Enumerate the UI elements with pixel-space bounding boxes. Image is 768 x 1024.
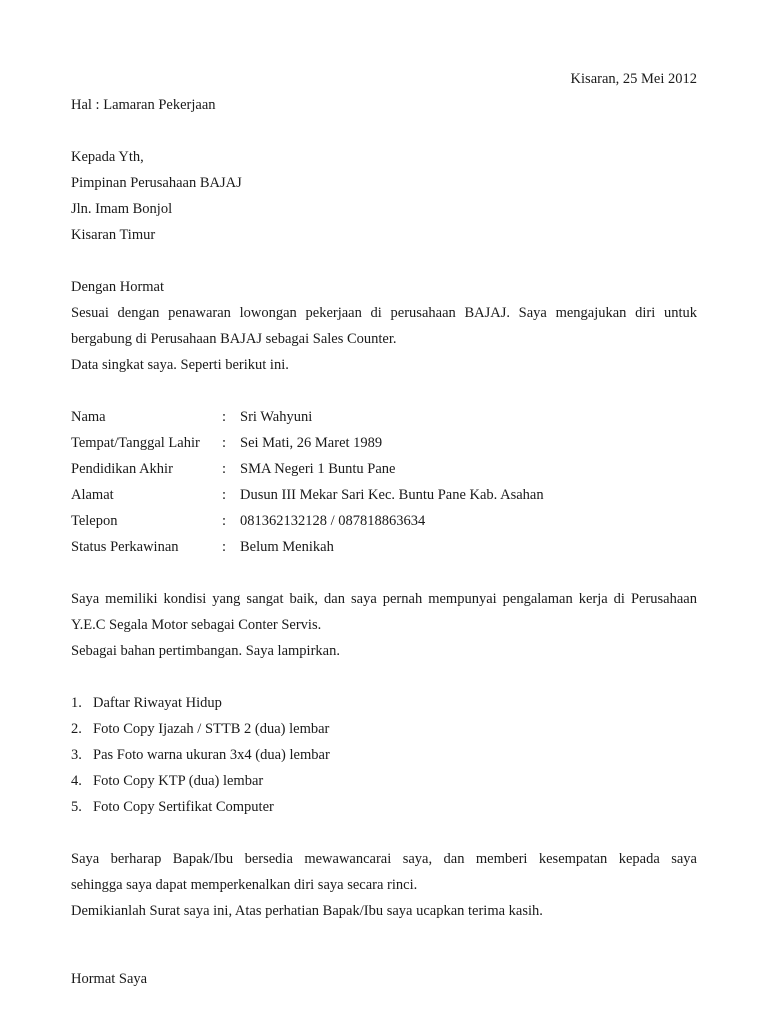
spacer bbox=[71, 950, 697, 966]
recipient-block bbox=[71, 144, 697, 248]
profile-row bbox=[71, 534, 697, 560]
profile-row bbox=[71, 456, 697, 482]
spacer bbox=[71, 664, 697, 690]
profile-row bbox=[71, 482, 697, 508]
attachment-text: Daftar Riwayat Hidup bbox=[93, 695, 222, 711]
attachment-item bbox=[71, 794, 697, 820]
profile-value: Sei Mati, 26 Maret 1989 bbox=[240, 435, 383, 451]
attachment-text: Foto Copy Ijazah / STTB 2 (dua) lembar bbox=[93, 721, 330, 737]
subject-line: Hal : Lamaran Pekerjaan bbox=[71, 97, 216, 113]
attachment-text: Foto Copy Sertifikat Computer bbox=[93, 799, 274, 815]
profile-separator: : bbox=[222, 435, 227, 451]
closing-paragraph-line: Saya berharap Bapak/Ibu bersedia mewawancarai saya, dan memberi kesempatan kepada saya bbox=[71, 851, 697, 867]
attachment-number: 2. bbox=[71, 721, 82, 737]
spacer bbox=[71, 248, 697, 274]
profile-row bbox=[71, 404, 697, 430]
experience-block bbox=[71, 586, 697, 664]
attachment-item bbox=[71, 690, 697, 716]
profile-label: Alamat bbox=[71, 487, 114, 503]
profile-row bbox=[71, 430, 697, 456]
profile-value: Sri Wahyuni bbox=[240, 409, 313, 425]
attachment-text: Foto Copy KTP (dua) lembar bbox=[93, 773, 264, 789]
attachment-number: 5. bbox=[71, 799, 82, 815]
experience-paragraph-line: Sebagai bahan pertimbangan. Saya lampirkan. bbox=[71, 643, 340, 659]
profile-separator: : bbox=[222, 539, 227, 555]
profile-label: Telepon bbox=[71, 513, 118, 529]
opening-paragraph-line: Data singkat saya. Seperti berikut ini. bbox=[71, 357, 289, 373]
opening-block bbox=[71, 274, 697, 378]
salutation: Dengan Hormat bbox=[71, 279, 165, 295]
profile-label: Tempat/Tanggal Lahir bbox=[71, 435, 200, 451]
closing-paragraph-line: sehingga saya dapat memperkenalkan diri saya secara rinci. bbox=[71, 877, 418, 893]
profile-separator: : bbox=[222, 487, 227, 503]
opening-paragraph-line: bergabung di Perusahaan BAJAJ sebagai Sales Counter. bbox=[71, 331, 397, 347]
closing-paragraph-line: Demikianlah Surat saya ini, Atas perhatian Bapak/Ibu saya ucapkan terima kasih. bbox=[71, 903, 543, 919]
attachment-text: Pas Foto warna ukuran 3x4 (dua) lembar bbox=[93, 747, 330, 763]
opening-paragraph-line: Sesuai dengan penawaran lowongan pekerjaan di perusahaan BAJAJ. Saya mengajukan diri untuk bbox=[71, 305, 697, 321]
recipient-line: Kepada Yth, bbox=[71, 149, 144, 165]
profile-row bbox=[71, 508, 697, 534]
spacer bbox=[71, 924, 697, 950]
profile-separator: : bbox=[222, 409, 227, 425]
signoff: Hormat Saya bbox=[71, 971, 148, 987]
spacer bbox=[71, 378, 697, 404]
profile-label: Status Perkawinan bbox=[71, 539, 179, 555]
profile-value: Dusun III Mekar Sari Kec. Buntu Pane Kab. Asahan bbox=[240, 487, 544, 503]
profile-value: 081362132128 / 087818863634 bbox=[240, 513, 426, 529]
spacer bbox=[71, 820, 697, 846]
experience-paragraph-line: Y.E.C Segala Motor sebagai Conter Servis. bbox=[71, 617, 322, 633]
attachment-item bbox=[71, 742, 697, 768]
recipient-line: Kisaran Timur bbox=[71, 227, 156, 243]
experience-paragraph-line: Saya memiliki kondisi yang sangat baik, dan saya pernah mempunyai pengalaman kerja di Perusahaan bbox=[71, 591, 697, 607]
profile-label: Pendidikan Akhir bbox=[71, 461, 173, 477]
attachment-number: 1. bbox=[71, 695, 82, 711]
profile-value: SMA Negeri 1 Buntu Pane bbox=[240, 461, 396, 477]
letter-page bbox=[71, 66, 697, 992]
attachment-item bbox=[71, 768, 697, 794]
attachment-number: 4. bbox=[71, 773, 82, 789]
attachment-list bbox=[71, 690, 697, 820]
profile-separator: : bbox=[222, 513, 227, 529]
closing-block bbox=[71, 846, 697, 924]
profile-value: Belum Menikah bbox=[240, 539, 334, 555]
place-date: Kisaran, 25 Mei 2012 bbox=[570, 71, 697, 87]
spacer bbox=[71, 118, 697, 144]
spacer bbox=[71, 560, 697, 586]
recipient-line: Pimpinan Perusahaan BAJAJ bbox=[71, 175, 242, 191]
attachment-number: 3. bbox=[71, 747, 82, 763]
attachment-item bbox=[71, 716, 697, 742]
profile-label: Nama bbox=[71, 409, 106, 425]
profile-table bbox=[71, 404, 697, 560]
profile-separator: : bbox=[222, 461, 227, 477]
recipient-line: Jln. Imam Bonjol bbox=[71, 201, 173, 217]
